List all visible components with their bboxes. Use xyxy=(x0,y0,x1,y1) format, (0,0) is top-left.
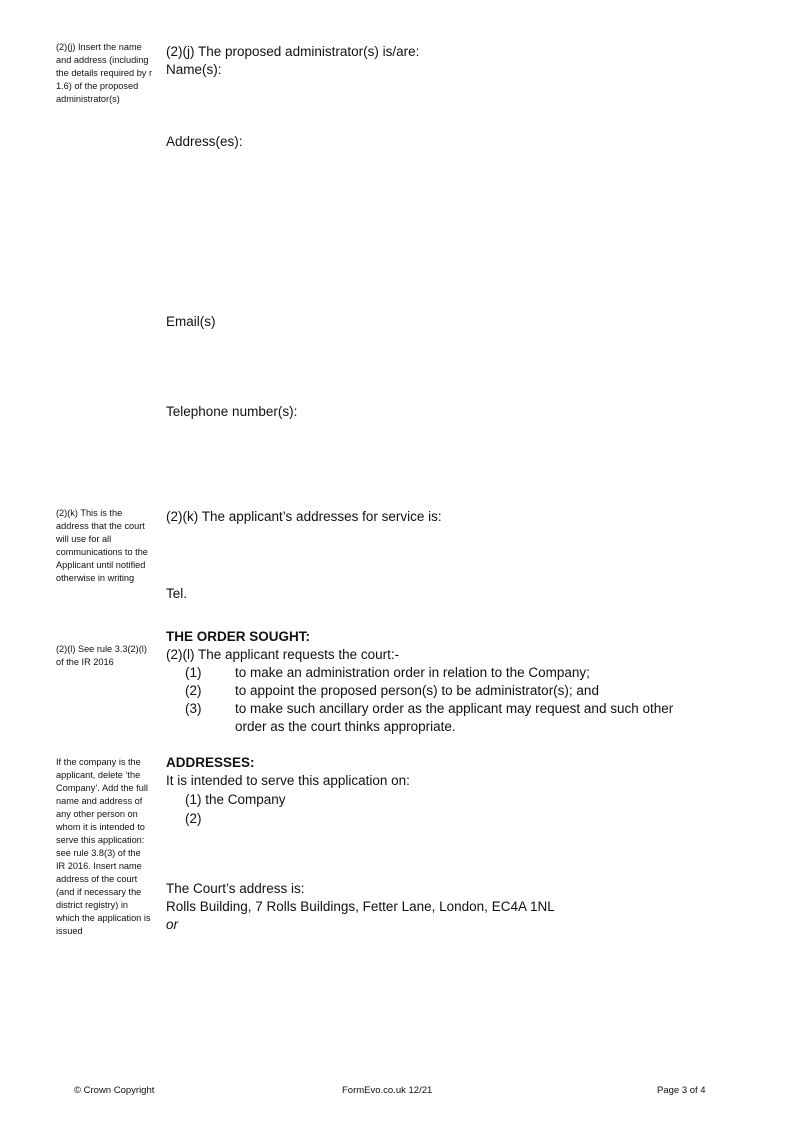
addresses-title: ADDRESSES: xyxy=(166,755,255,770)
order-sought-list xyxy=(166,664,726,736)
footer-page-number: Page 3 of 4 xyxy=(657,1085,706,1096)
order-item-text: to make such ancillary order as the applicant may request and such other order as the court thinks appropriate. xyxy=(235,701,674,734)
margin-note-administrator: (2)(j) Insert the name and address (including the details required by r 1.6) of the proposed administrator(s) xyxy=(56,42,153,104)
administrator-heading: (2)(j) The proposed administrator(s) is/are: xyxy=(166,44,420,59)
service-tel-label: Tel. xyxy=(166,586,188,601)
order-item-number: (1) xyxy=(185,665,202,680)
court-address-or: or xyxy=(166,917,179,932)
addresses-list xyxy=(166,790,726,828)
footer-copyright: © Crown Copyright xyxy=(74,1085,155,1096)
addresses-intro: It is intended to serve this application on: xyxy=(166,773,410,788)
names-label: Name(s): xyxy=(166,62,222,77)
margin-note-addresses: If the company is the applicant, delete ‘the Company’. Add the full name and address of any other person on whom it is intended to serve this application: see rule 3.8(3) of the IR 2016. Insert name address of the court (and if necessary the district registry) in which the application is issued xyxy=(56,757,151,936)
order-item-text: to make an administration order in relation to the Company; xyxy=(235,665,590,680)
court-address: Rolls Building, 7 Rolls Buildings, Fetter Lane, London, EC4A 1NL xyxy=(166,899,555,914)
order-item xyxy=(166,664,726,682)
address-item: (1) the Company xyxy=(185,792,286,807)
service-address-heading: (2)(k) The applicant’s addresses for service is: xyxy=(166,509,442,524)
address-item: (2) xyxy=(185,811,202,826)
order-item xyxy=(166,700,726,736)
margin-note-order-sought: (2)(l) See rule 3.3(2)(l) of the IR 2016 xyxy=(56,644,147,667)
footer-source: FormEvo.co.uk 12/21 xyxy=(342,1085,433,1096)
telephone-label: Telephone number(s): xyxy=(166,404,298,419)
margin-note-service-address: (2)(k) This is the address that the court will use for all communications to the Applicant until notified otherwise in writing xyxy=(56,508,148,583)
order-item-text: to appoint the proposed person(s) to be administrator(s); and xyxy=(235,683,599,698)
order-sought-intro: (2)(l) The applicant requests the court:- xyxy=(166,647,400,662)
order-item-number: (2) xyxy=(185,683,202,698)
order-sought-title: THE ORDER SOUGHT: xyxy=(166,629,311,644)
order-item xyxy=(166,682,726,700)
order-item-number: (3) xyxy=(185,701,202,716)
addresses-label: Address(es): xyxy=(166,134,243,149)
court-address-label: The Court’s address is: xyxy=(166,881,305,896)
emails-label: Email(s) xyxy=(166,314,216,329)
